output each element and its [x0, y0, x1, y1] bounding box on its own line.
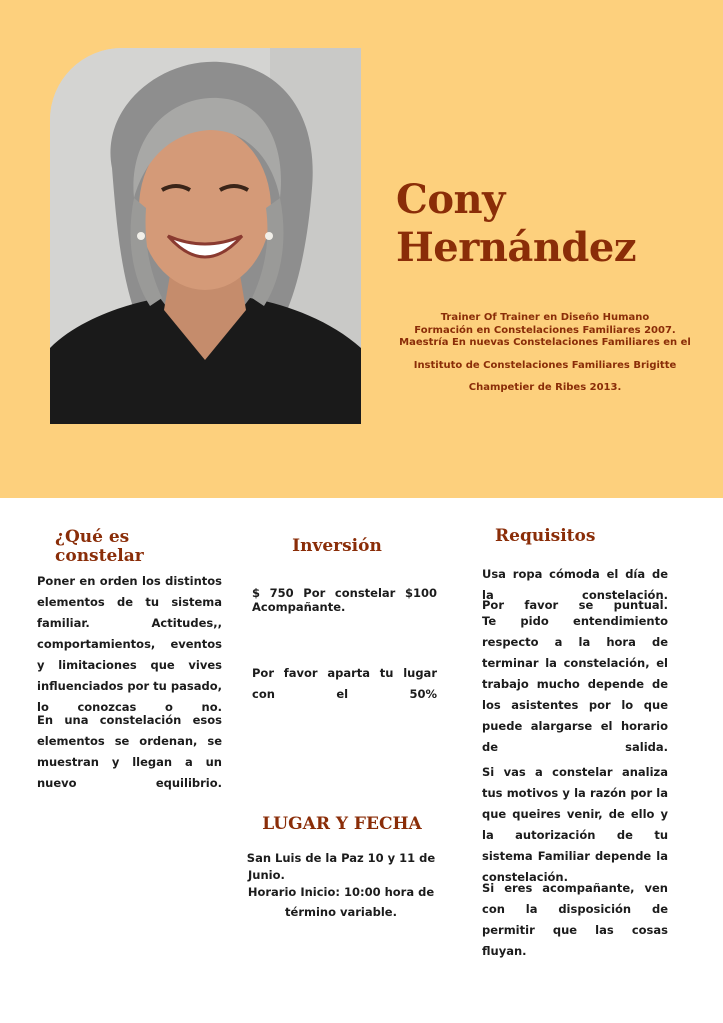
lugar-heading: LUGAR Y FECHA	[262, 814, 422, 834]
que-es-paragraph-2: En una constelación esos elementos se ordenan, se muestran y llegan a un nuevo equilibrio.	[37, 713, 222, 790]
price-text: $ 750 Por constelar $100 Acompañante.	[252, 586, 437, 614]
credential-line: Maestría En nuevas Constelaciones Familiares en el	[399, 337, 691, 348]
credentials-block	[386, 312, 704, 395]
portrait-photo	[50, 48, 361, 424]
requisitos-heading: Requisitos	[495, 526, 596, 546]
lugar-line-2: Junio.	[248, 868, 285, 882]
lugar-line-1: San Luis de la Paz 10 y 11 de	[246, 851, 436, 865]
requisito-item: Te pido entendimiento respecto a la hora de terminar la constelación, el trabajo mucho depende de los asistentes por lo que puede alargarse el horario de salida.	[482, 614, 668, 754]
que-es-heading-line2: constelar	[55, 546, 144, 566]
inversion-heading: Inversión	[292, 536, 382, 556]
name-last: Hernández	[396, 224, 637, 271]
name-first: Cony	[396, 176, 505, 223]
deposit-text: Por favor aparta tu lugar con el 50%	[252, 666, 437, 701]
requisito-item: Si eres acompañante, ven con la disposición de permitir que las cosas fluyan.	[482, 881, 668, 958]
credential-line: Formación en Constelaciones Familiares 2007.	[414, 324, 676, 336]
credential-line: Trainer Of Trainer en Diseño Humano	[440, 312, 650, 323]
requisito-item: Por favor se puntual.	[482, 598, 668, 612]
que-es-paragraph-1: Poner en orden los distintos elementos de tu sistema familiar. Actitudes,, comportamientos, eventos y limitaciones que vives influenciados por tu pasado, lo conozcas o no.	[37, 574, 222, 714]
credential-line: Instituto de Constelaciones Familiares Brigitte	[413, 359, 677, 371]
schedule-line-1: Horario Inicio: 10:00 hora de	[247, 885, 435, 899]
credential-line: Champetier de Ribes 2013.	[468, 382, 622, 393]
que-es-heading-line1: ¿Qué es	[55, 527, 130, 547]
que-es-heading	[55, 528, 144, 566]
schedule-line-2: término variable.	[285, 905, 397, 919]
speaker-name	[396, 176, 716, 272]
requisito-item: Si vas a constelar analiza tus motivos y la razón por la que queires venir, de ello y la autorización de tu sistema Familiar depende la constelación.	[482, 765, 668, 884]
requisito-item: Usa ropa cómoda el día de la constelación.	[482, 567, 668, 602]
